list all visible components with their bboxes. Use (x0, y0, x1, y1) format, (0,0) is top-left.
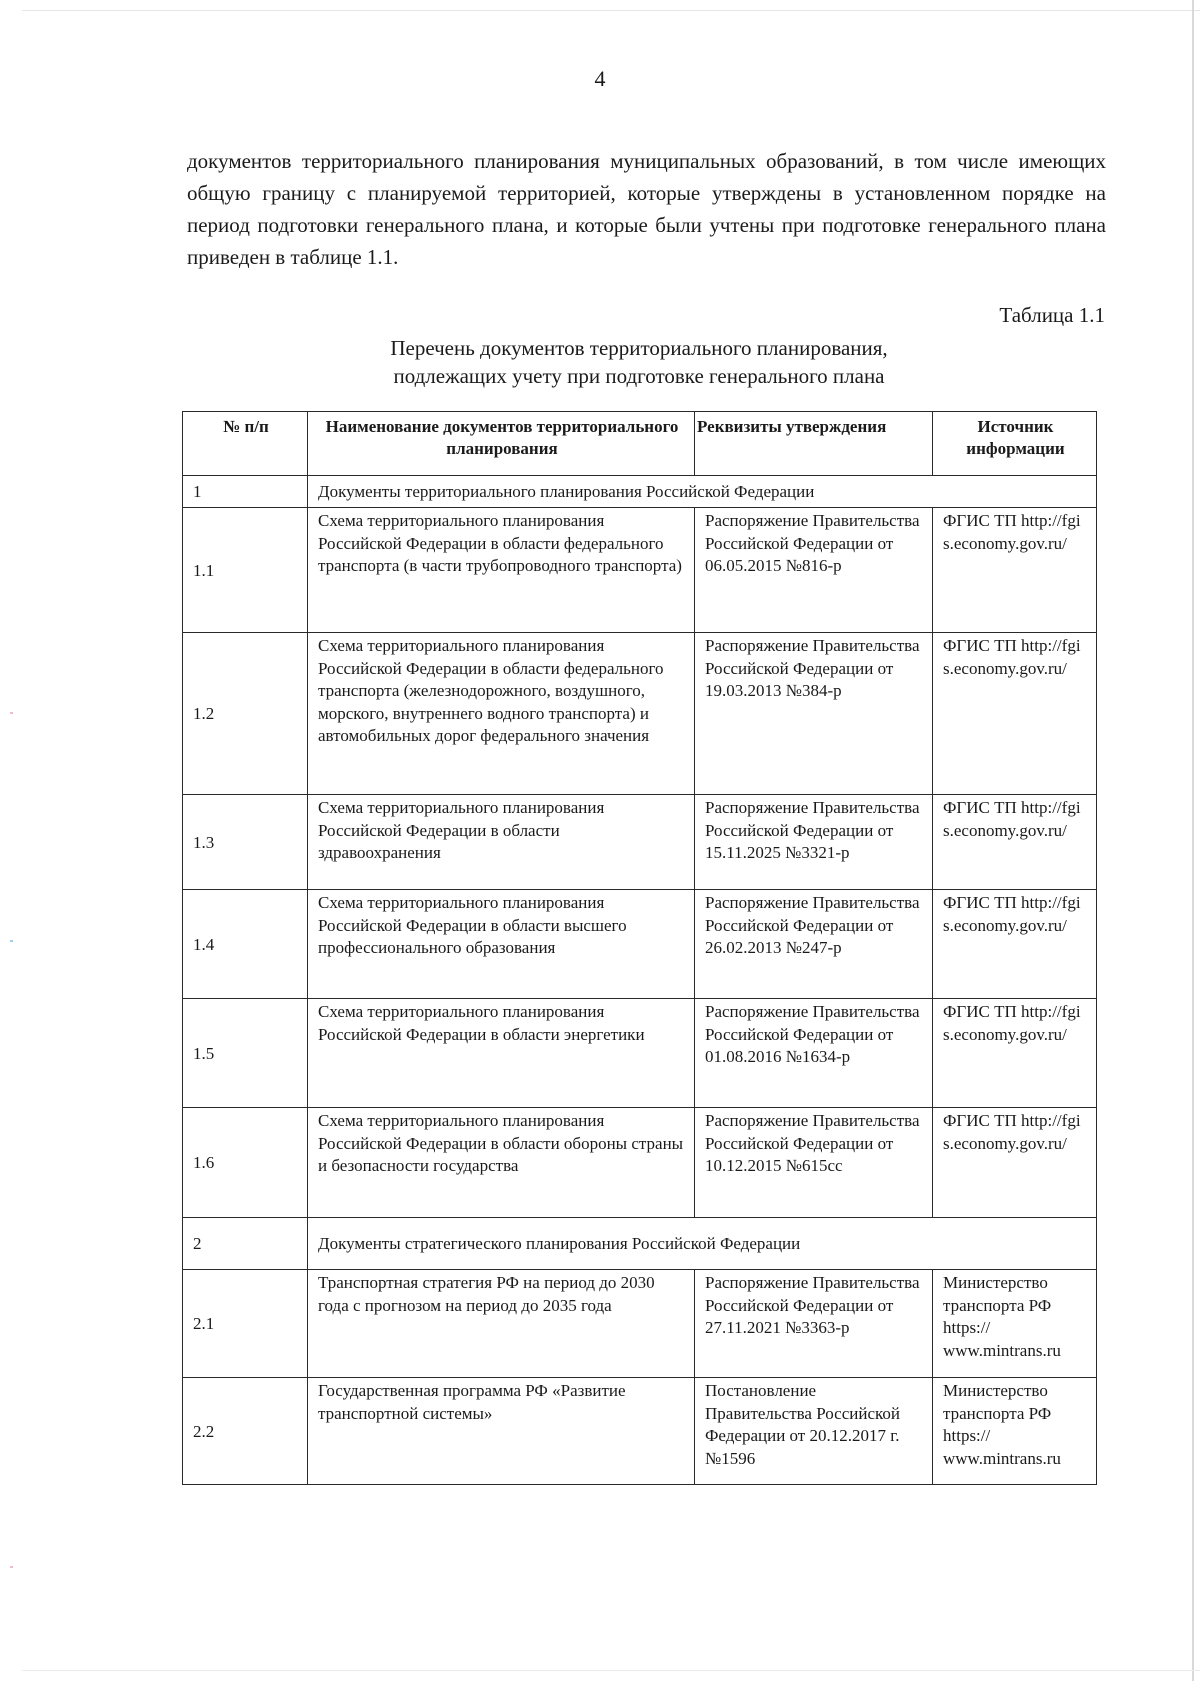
table-section-row (183, 476, 1097, 508)
scan-edge-bottom (22, 1670, 1200, 1671)
row-source: ФГИС ТП http://fgis.economy.gov.ru/ (933, 633, 1097, 795)
row-source: ФГИС ТП http://fgis.economy.gov.ru/ (933, 1108, 1097, 1218)
scan-margin-mark (10, 940, 13, 942)
row-source: Министерство транспорта РФ https:// www.mintrans.ru (933, 1270, 1097, 1378)
table-row (183, 1378, 1097, 1485)
row-document-name: Схема территориального планирования Российской Федерации в области здравоохранения (308, 795, 695, 890)
header-num: № п/п (183, 412, 308, 476)
row-approval: Распоряжение Правительства Российской Федерации от 06.05.2015 №816-р (695, 508, 933, 633)
intro-paragraph: документов территориального планирования муниципальных образований, в том числе имеющих общую границу с планируемой территорией, которые утверждены в установленном порядке на период подготовки генерального плана, и которые были учтены при подготовке генерального плана приведен в таблице 1.1. (187, 149, 1106, 269)
section-num: 2 (183, 1218, 308, 1270)
row-approval: Распоряжение Правительства Российской Федерации от 15.11.2025 №3321-р (695, 795, 933, 890)
section-num: 1 (183, 476, 308, 508)
table-title-line: подлежащих учету при подготовке генерального плана (393, 364, 885, 388)
section-title: Документы территориального планирования Российской Федерации (308, 476, 1097, 508)
row-document-name: Транспортная стратегия РФ на период до 2030 года с прогнозом на период до 2035 года (308, 1270, 695, 1378)
row-source: Министерство транспорта РФ https:// www.mintrans.ru (933, 1378, 1097, 1485)
table-row (183, 1270, 1097, 1378)
row-approval: Распоряжение Правительства Российской Федерации от 19.03.2013 №384-р (695, 633, 933, 795)
table-row (183, 890, 1097, 999)
row-source: ФГИС ТП http://fgis.economy.gov.ru/ (933, 508, 1097, 633)
row-num: 1.2 (183, 633, 308, 795)
table-title (190, 334, 1088, 390)
scan-margin-mark (10, 1566, 13, 1568)
table-row (183, 1108, 1097, 1218)
row-num: 1.4 (183, 890, 308, 999)
scan-margin-mark (10, 712, 13, 714)
row-approval: Распоряжение Правительства Российской Федерации от 27.11.2021 №3363-р (695, 1270, 933, 1378)
table-row (183, 795, 1097, 890)
row-source: ФГИС ТП http://fgis.economy.gov.ru/ (933, 795, 1097, 890)
page-number: 4 (594, 66, 606, 91)
row-approval: Распоряжение Правительства Российской Федерации от 10.12.2015 №615сс (695, 1108, 933, 1218)
row-source: ФГИС ТП http://fgis.economy.gov.ru/ (933, 890, 1097, 999)
row-document-name: Схема территориального планирования Российской Федерации в области федерального транспорта (железнодорожного, воздушного, морского, внутреннего водного транспорта) и автомобильных дорог федерального значения (308, 633, 695, 795)
row-num: 1.6 (183, 1108, 308, 1218)
header-name: Наименование документов территориального планирования (308, 412, 695, 476)
table-label: Таблица 1.1 (999, 303, 1105, 327)
header-approval: Реквизиты утверждения (695, 412, 933, 476)
row-approval: Распоряжение Правительства Российской Федерации от 26.02.2013 №247-р (695, 890, 933, 999)
header-source: Источник информации (933, 412, 1097, 476)
table-section-row (183, 1218, 1097, 1270)
row-approval: Распоряжение Правительства Российской Федерации от 01.08.2016 №1634-р (695, 999, 933, 1108)
table-title-line: Перечень документов территориального планирования, (390, 336, 888, 360)
row-document-name: Схема территориального планирования Российской Федерации в области энергетики (308, 999, 695, 1108)
row-approval: Постановление Правительства Российской Федерации от 20.12.2017 г. №1596 (695, 1378, 933, 1485)
table-row (183, 508, 1097, 633)
scan-edge-right (1192, 0, 1194, 1681)
row-document-name: Схема территориального планирования Российской Федерации в области обороны страны и безопасности государства (308, 1108, 695, 1218)
row-num: 1.3 (183, 795, 308, 890)
section-title: Документы стратегического планирования Российской Федерации (308, 1218, 1097, 1270)
scan-edge-top (22, 10, 1200, 11)
row-source: ФГИС ТП http://fgis.economy.gov.ru/ (933, 999, 1097, 1108)
table-row (183, 999, 1097, 1108)
row-num: 2.1 (183, 1270, 308, 1378)
documents-table (182, 411, 1097, 1485)
row-num: 1.1 (183, 508, 308, 633)
table-header-row (183, 412, 1097, 476)
row-num: 2.2 (183, 1378, 308, 1485)
row-num: 1.5 (183, 999, 308, 1108)
row-document-name: Государственная программа РФ «Развитие транспортной системы» (308, 1378, 695, 1485)
table-row (183, 633, 1097, 795)
row-document-name: Схема территориального планирования Российской Федерации в области высшего профессионального образования (308, 890, 695, 999)
row-document-name: Схема территориального планирования Российской Федерации в области федерального транспорта (в части трубопроводного транспорта) (308, 508, 695, 633)
